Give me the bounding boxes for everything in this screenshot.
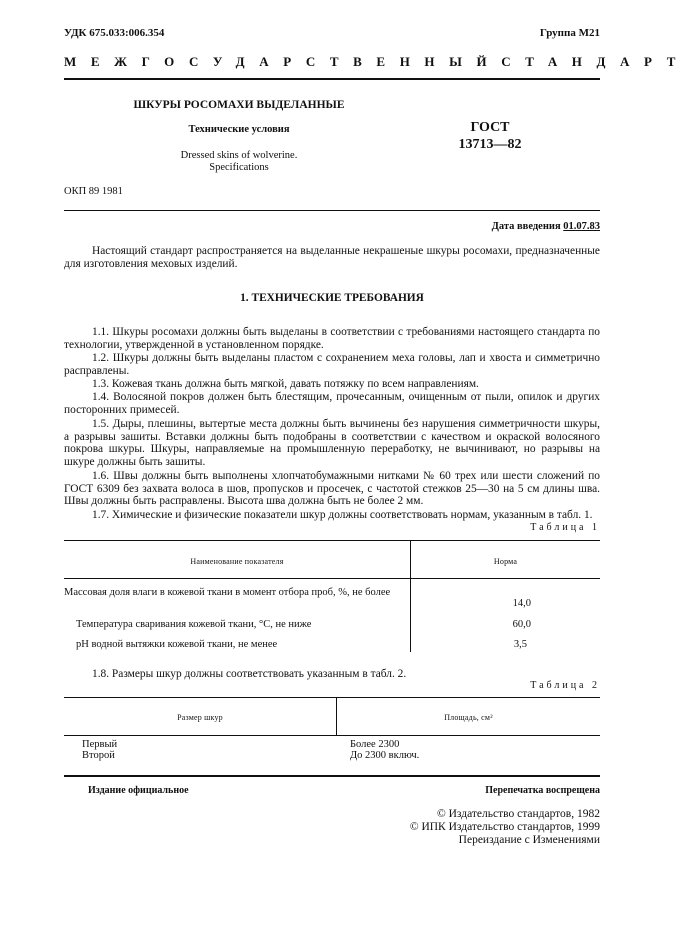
intro-date-label: Дата введения (491, 221, 561, 232)
gost-number: 13713—82 (458, 137, 522, 152)
table-1-header-name: Наименование показателя (190, 557, 284, 566)
paragraph-1-7: 1.7. Химические и физические показатели шкур должны соответствовать нормам, указанным в табл. 1. (92, 509, 593, 521)
table-row: Второй (82, 750, 115, 761)
table-row: Температура сваривания кожевой ткани, °С, не ниже (76, 619, 312, 630)
standard-banner (64, 54, 690, 70)
copyright-1982: © Издательство стандартов, 1982 (436, 808, 600, 820)
footer-rule (64, 775, 600, 777)
official-edition: Издание официальное (88, 785, 189, 796)
paragraph-1-1: 1.1. Шкуры росомахи должны быть выделаны в соответствии с требованиями настоящего стандарта по технологии, утвержденной в установленном порядке. (64, 326, 600, 351)
table-2-header-size: Размер шкур (177, 713, 223, 722)
table-cell-value: 60,0 (512, 619, 531, 630)
english-title-line2: Specifications (209, 162, 269, 173)
intro-date-line (492, 221, 600, 232)
table-2-header-rule (64, 735, 600, 736)
paragraph-1-8: 1.8. Размеры шкур должны соответствовать указанным в табл. 2. (92, 668, 407, 680)
okp-code: ОКП 89 1981 (64, 186, 123, 197)
intro-paragraph: Настоящий стандарт распространяется на выделанные некрашеные шкуры росомахи, предназначенные для изготовления меховых изделий. (64, 245, 600, 270)
table-row: Первый (82, 739, 118, 750)
paragraph-1-2: 1.2. Шкуры должны быть выделаны пластом с сохранением меха головы, лап и хвоста и симметрично расправлены. (64, 352, 600, 377)
table-1-caption: Таблица 1 (530, 522, 600, 533)
top-rule (64, 78, 600, 80)
paragraph-1-5: 1.5. Дыры, плешины, вытертые места должны быть вычинены без нарушения симметричности шкуры, а разрывы зашиты. Вставки должны быть подобраны в соответствии с качеством и окраской волосяного покрова шкуры. Шкуры, направляемые на промышленную переработку, не вычинивают, но разрывы на шкуре должны быть зашиты. (64, 418, 600, 468)
standard-word-2: СТАНДАРТ (501, 54, 690, 69)
paragraph-1-3: 1.3. Кожевая ткань должна быть мягкой, давать потяжку по всем направлениям. (92, 378, 479, 390)
table-row: Массовая доля влаги в кожевой ткани в момент отбора проб, %, не более (64, 587, 391, 598)
document-subtitle: Технические условия (188, 124, 290, 135)
gost-label: ГОСТ (470, 120, 510, 135)
table-cell-value: 14,0 (512, 598, 531, 609)
reprint-notice: Перепечатка воспрещена (485, 785, 600, 796)
udk-code: УДК 675.033:006.354 (64, 27, 165, 39)
table-cell-value: 3,5 (513, 639, 527, 650)
table-2-header-area: Площадь, см² (444, 713, 493, 722)
section-1-title: 1. ТЕХНИЧЕСКИЕ ТРЕБОВАНИЯ (240, 292, 424, 304)
table-2-caption: Таблица 2 (530, 680, 600, 691)
table-1-header-rule (64, 578, 600, 579)
title-rule (64, 210, 600, 211)
intro-date: 01.07.83 (563, 221, 600, 232)
standard-word-1: МЕЖГОСУДАРСТВЕННЫЙ (64, 54, 502, 69)
copyright-1999: © ИПК Издательство стандартов, 1999 (409, 821, 600, 833)
group-code: Группа М21 (539, 27, 600, 39)
table-cell-value: Более 2300 (350, 739, 400, 750)
table-2-top-rule (64, 697, 600, 698)
reissue-note: Переиздание с Изменениями (458, 834, 600, 846)
table-1-top-rule (64, 540, 600, 541)
document-title: ШКУРЫ РОСОМАХИ ВЫДЕЛАННЫЕ (133, 99, 345, 111)
table-1-header-norm: Норма (493, 557, 518, 566)
table-cell-value: До 2300 включ. (350, 750, 420, 761)
table-row: pH водной вытяжки кожевой ткани, не менее (76, 639, 278, 650)
english-title-line1: Dressed skins of wolverine. (180, 150, 298, 161)
paragraph-1-6: 1.6. Швы должны быть выполнены хлопчатобумажными нитками № 60 трех или шести сложений по ГОСТ 6309 без захвата волоса в шов, пропусков и просечек, с частотой стежков 25—30 на 5 см длины шва. Швы должны быть расправлены. Высота шва должна быть не более 2 мм. (64, 470, 600, 508)
paragraph-1-4: 1.4. Волосяной покров должен быть блестящим, прочесанным, очищенным от пыли, опилок и других посторонних примесей. (64, 391, 600, 416)
